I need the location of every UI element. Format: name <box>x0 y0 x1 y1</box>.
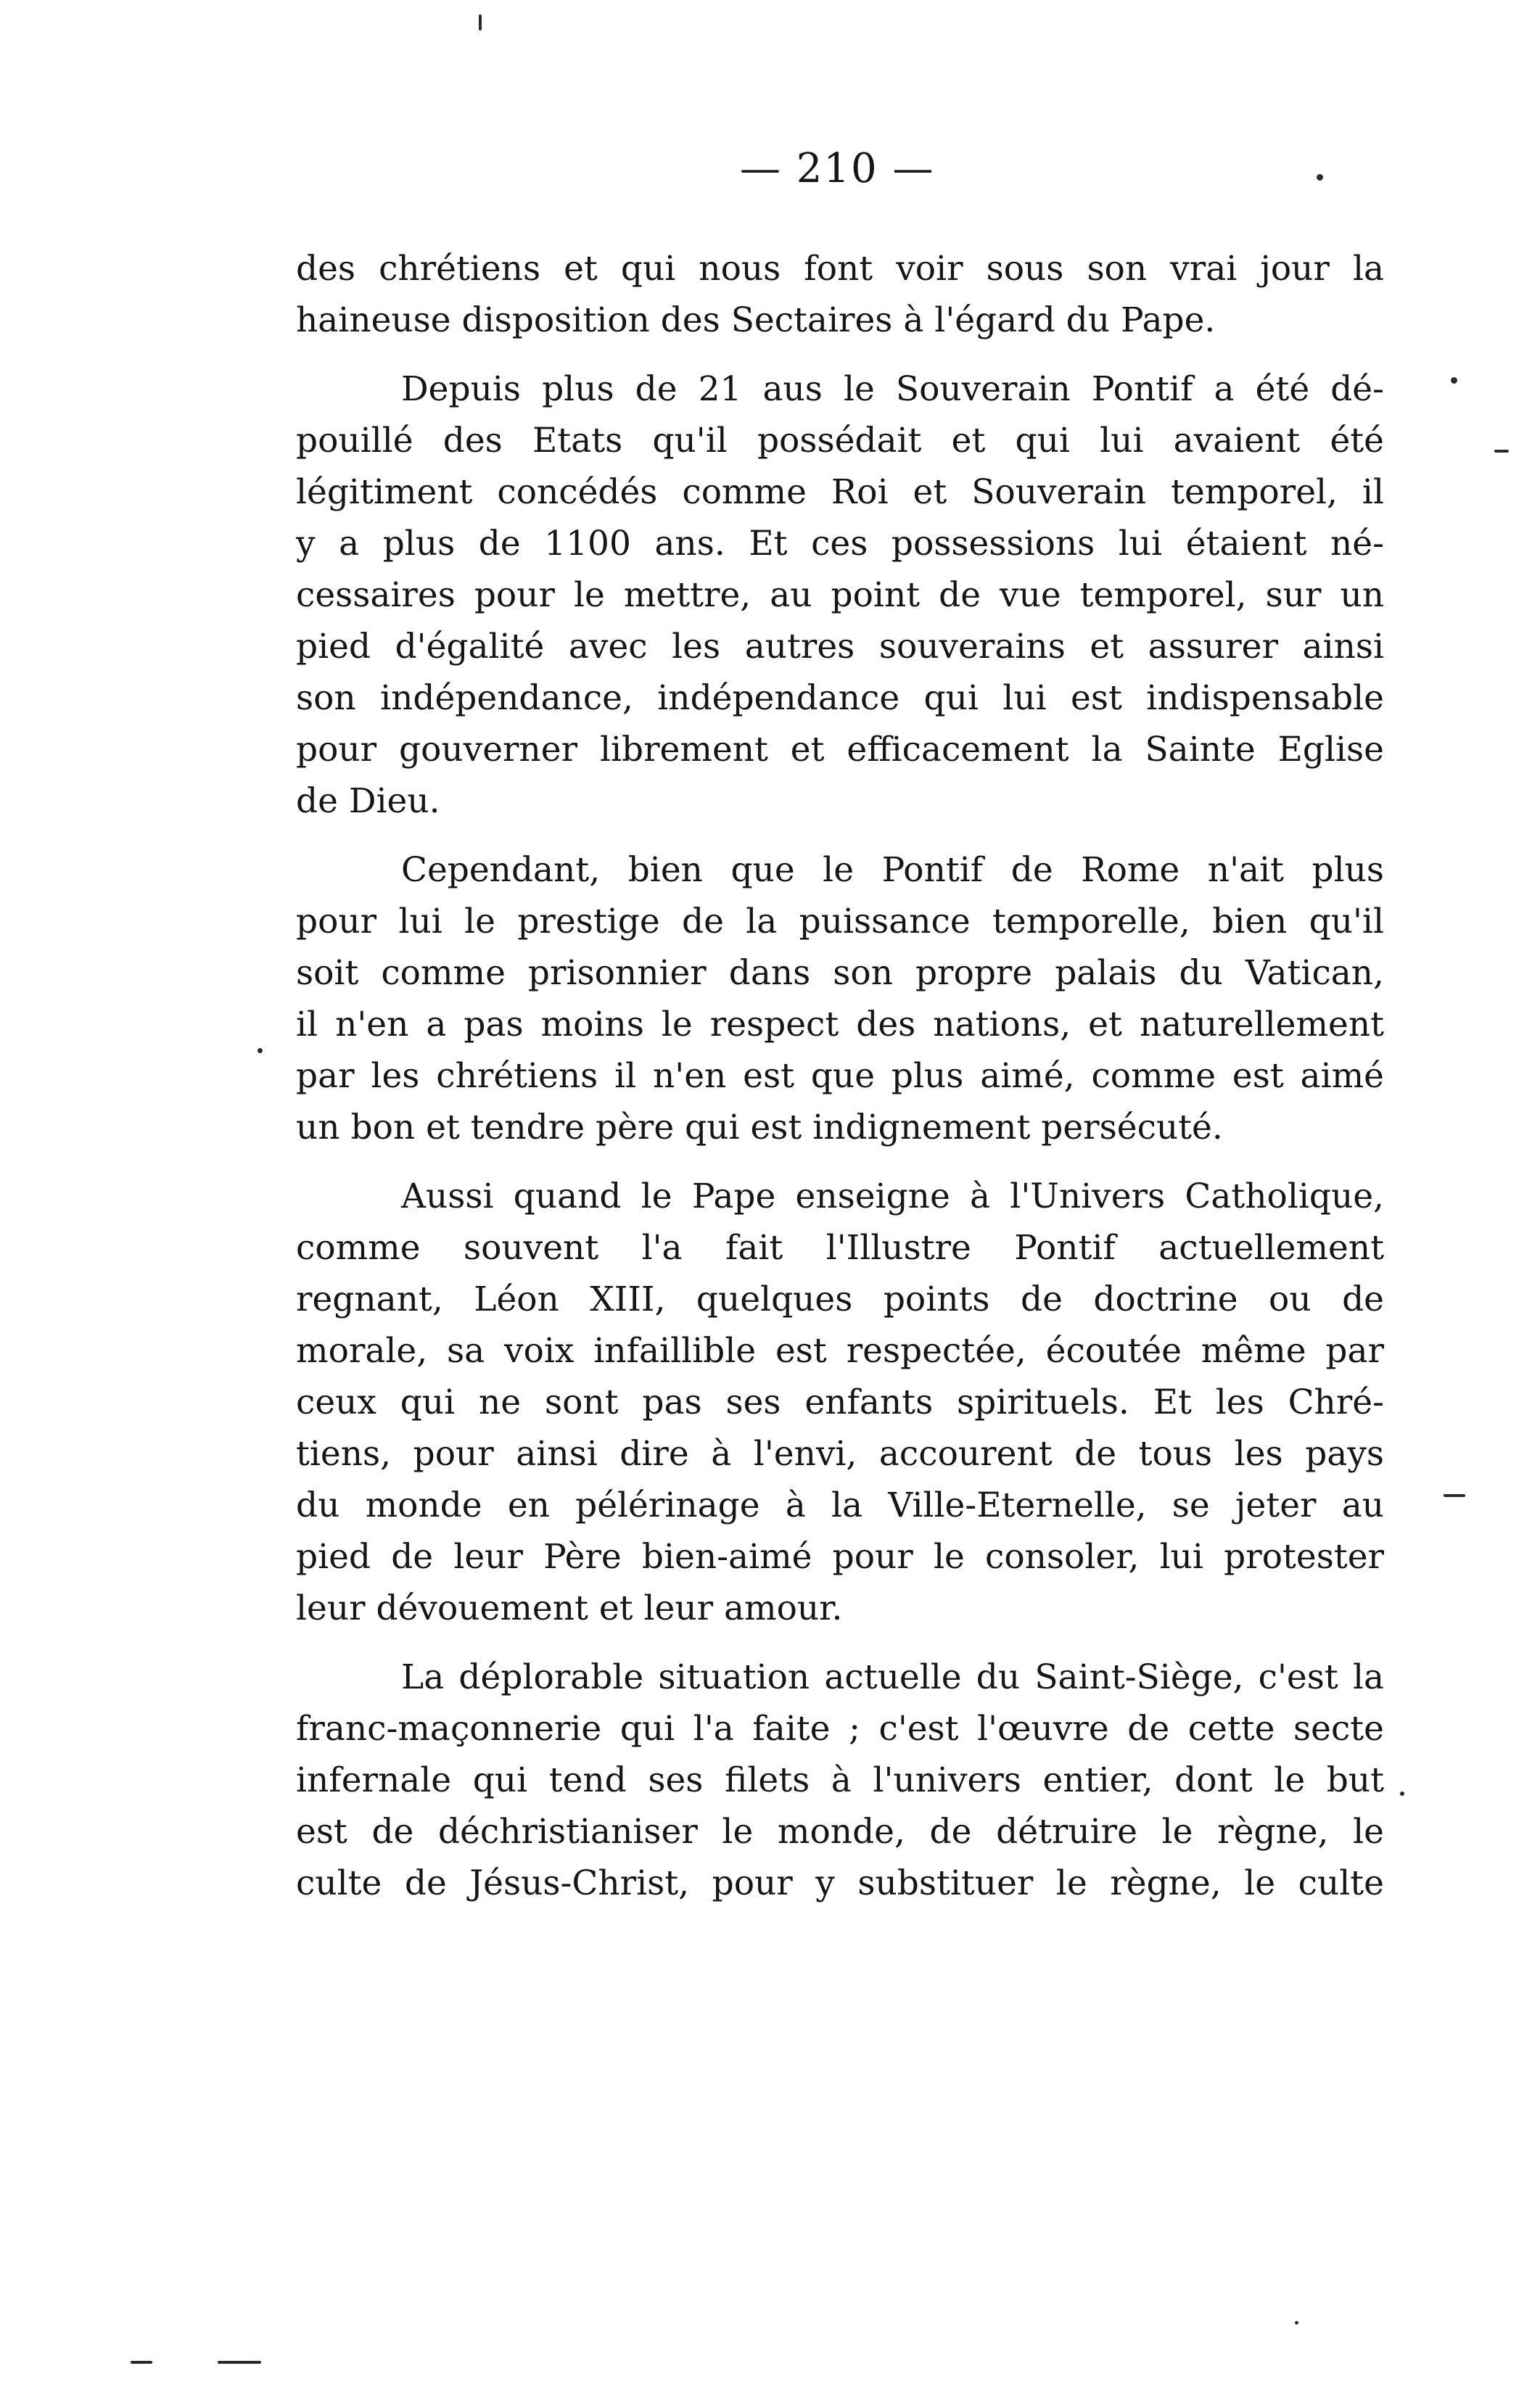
text-line: Aussi quand le Pape enseigne à l'Univers Catholique, <box>401 1176 1384 1216</box>
scan-speck <box>218 2361 261 2364</box>
text-line: ceux qui ne sont pas ses enfants spirituels. Et les Chré- <box>296 1382 1384 1422</box>
text-line: soit comme prisonnier dans son propre palais du Vatican, <box>296 953 1384 993</box>
text-line: il n'en a pas moins le respect des nations, et naturellement <box>296 1005 1384 1044</box>
paragraph <box>296 1171 1384 1634</box>
text-line: La déplorable situation actuelle du Saint-Siège, c'est la <box>401 1657 1384 1697</box>
scan-speck <box>1494 450 1509 453</box>
text-line: pour lui le prestige de la puissance temporelle, bien qu'il <box>296 902 1384 941</box>
text-line: de Dieu. <box>296 781 440 821</box>
scan-speck <box>258 1048 263 1053</box>
text-line: morale, sa voix infaillible est respectée, écoutée même par <box>296 1331 1384 1371</box>
text-line: infernale qui tend ses filets à l'univers entier, dont le but <box>296 1760 1384 1800</box>
text-line: du monde en pélérinage à la Ville-Eternelle, se jeter au <box>296 1485 1384 1525</box>
text-line: pouillé des Etats qu'il possédait et qui lui avaient été <box>296 421 1384 461</box>
text-line: légitiment concédés comme Roi et Souverain temporel, il <box>296 472 1384 512</box>
text-line: Depuis plus de 21 aus le Souverain Pontif a été dé- <box>401 369 1384 409</box>
paragraph <box>296 363 1384 827</box>
scan-speck <box>1451 377 1457 384</box>
paragraph <box>296 844 1384 1153</box>
text-line: des chrétiens et qui nous font voir sous son vrai jour la <box>296 249 1384 289</box>
text-line: haineuse disposition des Sectaires à l'égard du Pape. <box>296 300 1216 340</box>
text-line: y a plus de 1100 ans. Et ces possessions lui étaient né- <box>296 524 1384 564</box>
text-line: tiens, pour ainsi dire à l'envi, accourent de tous les pays <box>296 1434 1384 1474</box>
text-line: culte de Jésus-Christ, pour y substituer le règne, le culte <box>296 1863 1384 1903</box>
scan-speck <box>131 2361 152 2364</box>
text-line: pour gouverner librement et efficacement la Sainte Eglise <box>296 730 1384 770</box>
page-number: — 210 — <box>740 145 935 192</box>
text-line: regnant, Léon XIII, quelques points de doctrine ou de <box>296 1279 1384 1319</box>
scan-speck <box>1295 2321 1298 2325</box>
text-line: pied d'égalité avec les autres souverains et assurer ainsi <box>296 627 1384 667</box>
text-line: un bon et tendre père qui est indignement persécuté. <box>296 1108 1223 1147</box>
text-line: pied de leur Père bien-aimé pour le consoler, lui protester <box>296 1537 1384 1577</box>
scan-speck <box>479 15 482 30</box>
paragraph <box>296 243 1384 346</box>
text-line: est de déchristianiser le monde, de détruire le règne, le <box>296 1812 1384 1852</box>
text-line: comme souvent l'a fait l'Illustre Pontif actuellement <box>296 1228 1384 1268</box>
text-line: son indépendance, indépendance qui lui est indispensable <box>296 678 1384 718</box>
text-line: leur dévouement et leur amour. <box>296 1588 843 1628</box>
scan-speck <box>1400 1791 1404 1796</box>
paragraph <box>296 1652 1384 1909</box>
body-text <box>296 243 1384 1926</box>
text-line: Cependant, bien que le Pontif de Rome n'ait plus <box>401 850 1384 890</box>
text-line: franc-maçonnerie qui l'a faite ; c'est l'œuvre de cette secte <box>296 1709 1384 1749</box>
scan-speck <box>1444 1494 1465 1497</box>
scan-speck <box>1317 174 1323 181</box>
text-line: par les chrétiens il n'en est que plus aimé, comme est aimé <box>296 1056 1384 1096</box>
text-line: cessaires pour le mettre, au point de vue temporel, sur un <box>296 575 1384 615</box>
